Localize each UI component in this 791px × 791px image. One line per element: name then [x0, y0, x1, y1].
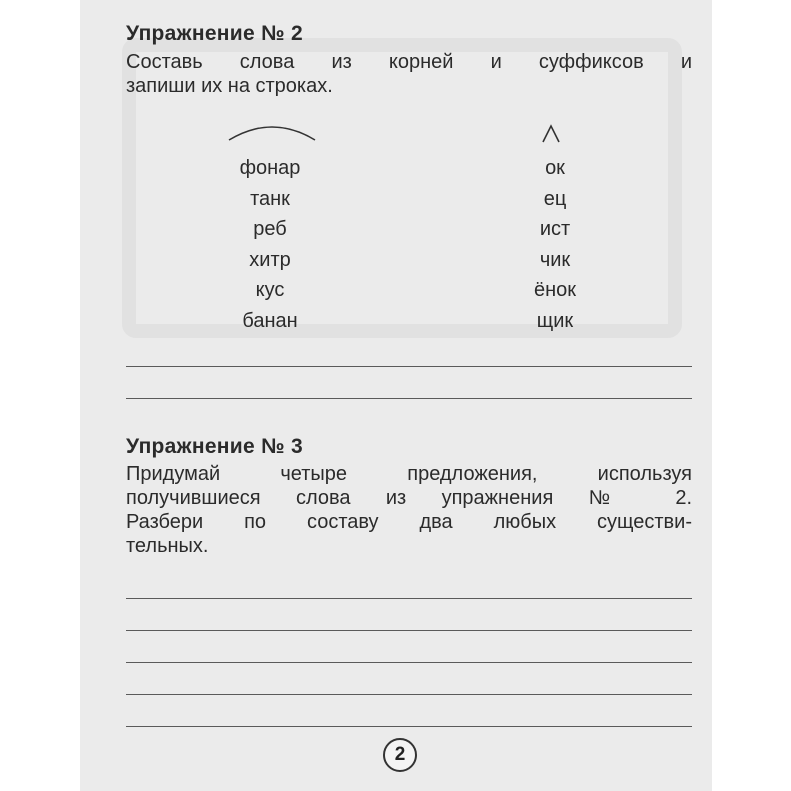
instruction-line: Составь слова из корней и суффиксов и — [126, 51, 692, 73]
writing-line[interactable] — [126, 366, 692, 367]
writing-line[interactable] — [126, 726, 692, 727]
suffix: ист — [539, 218, 571, 240]
exercise-2-title: Упражнение № 2 — [126, 22, 303, 45]
exercise-3-title: Упражнение № 3 — [126, 435, 303, 458]
exercise-3-instruction — [126, 462, 692, 558]
suffix: ёнок — [533, 279, 577, 301]
writing-line[interactable] — [126, 598, 692, 599]
suffix: ок — [545, 157, 565, 179]
writing-line[interactable] — [126, 662, 692, 663]
instruction-line: получившиеся слова из упражнения № 2. — [126, 487, 692, 509]
instruction-line: Разбери по составу два любых существи- — [126, 511, 692, 533]
roots-column — [210, 153, 330, 336]
writing-line[interactable] — [126, 630, 692, 631]
root-word: фонар — [239, 157, 301, 179]
page-number-badge: 2 — [383, 738, 417, 772]
root-word: банан — [242, 309, 298, 332]
suffix: щик — [536, 309, 574, 332]
instruction-line: запиши их на строках. — [126, 75, 333, 97]
exercise-2-instruction — [126, 50, 692, 98]
root-word: реб — [253, 218, 287, 240]
suffixes-column — [510, 153, 600, 336]
instruction-line: Придумай четыре предложения, используя — [126, 463, 692, 485]
instruction-line: тельных. — [126, 535, 209, 557]
suffix: ец — [543, 187, 567, 210]
writing-line[interactable] — [126, 694, 692, 695]
suffix-caret-icon — [540, 124, 562, 144]
root-word: хитр — [249, 248, 291, 271]
root-word: танк — [250, 187, 290, 210]
root-word: кус — [255, 279, 285, 301]
writing-line[interactable] — [126, 398, 692, 399]
suffix: чик — [539, 248, 571, 271]
root-arc-icon — [226, 120, 318, 142]
